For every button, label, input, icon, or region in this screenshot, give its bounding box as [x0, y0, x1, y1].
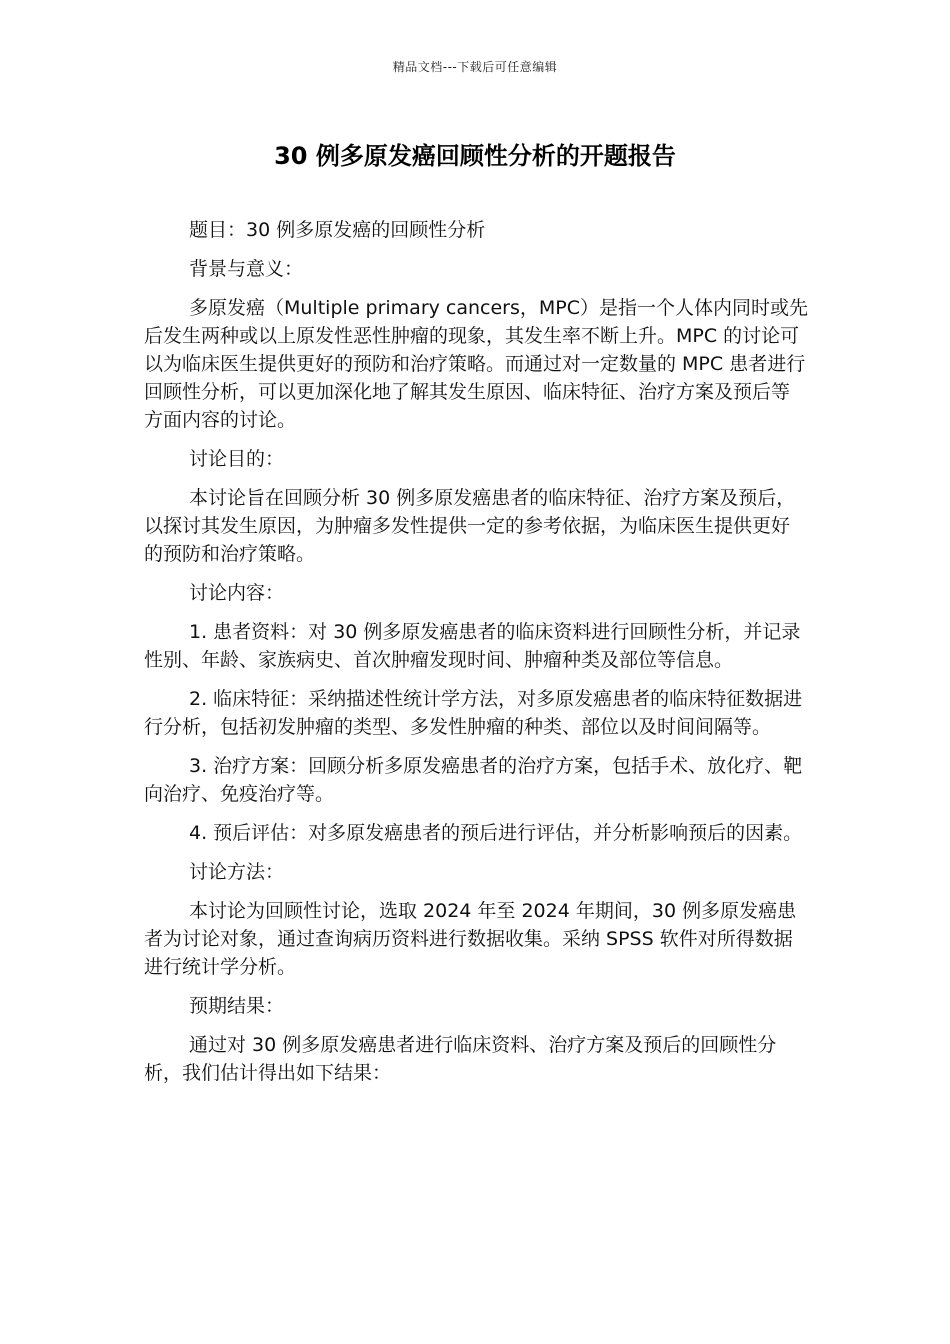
section-heading-content: 讨论内容： — [189, 582, 285, 604]
content-item-3: 3. 治疗方案：回顾分析多原发癌患者的治疗方案，包括手术、放化疗、靶向治疗、免疫治疗等。 — [144, 755, 803, 805]
content-item-2: 2. 临床特征：采纳描述性统计学方法，对多原发癌患者的临床特征数据进行分析，包括初发肿瘤的类型、多发性肿瘤的种类、部位以及时间间隔等。 — [144, 688, 803, 738]
expected-paragraph: 通过对 30 例多原发癌患者进行临床资料、治疗方案及预后的回顾性分析，我们估计得出如下结果： — [144, 1034, 777, 1084]
content-item-1: 1. 患者资料：对 30 例多原发癌患者的临床资料进行回顾性分析，并记录性别、年龄、家族病史、首次肿瘤发现时间、肿瘤种类及部位等信息。 — [144, 621, 801, 671]
section-heading-background: 背景与意义： — [189, 258, 304, 280]
background-paragraph: 多原发癌（Multiple primary cancers，MPC）是指一个人体内同时或先后发生两种或以上原发性恶性肿瘤的现象，其发生率不断上升。MPC 的讨论可以为临床医生提供更好的预防和治疗策略。而通过对一定数量的 MPC 患者进行回顾性分析，可以更加深化地了解其发生原因、临床特征、治疗方案及预后等方面内容的讨论。 — [144, 297, 809, 431]
section-heading-purpose: 讨论目的： — [189, 448, 285, 470]
document-body — [144, 216, 808, 1098]
document-title: 30 例多原发癌回顾性分析的开题报告 — [274, 142, 676, 170]
method-paragraph: 本讨论为回顾性讨论，选取 2024 年至 2024 年期间，30 例多原发癌患者为讨论对象，通过查询病历资料进行数据收集。采纳 SPSS 软件对所得数据进行统计学分析。 — [144, 900, 797, 978]
section-heading-expected: 预期结果： — [189, 995, 285, 1017]
header-watermark: 精品文档---下载后可任意编辑 — [392, 60, 558, 74]
topic-line: 题目：30 例多原发癌的回顾性分析 — [189, 219, 486, 241]
purpose-paragraph: 本讨论旨在回顾分析 30 例多原发癌患者的临床特征、治疗方案及预后，以探讨其发生原因，为肿瘤多发性提供一定的参考依据，为临床医生提供更好的预防和治疗策略。 — [144, 487, 796, 565]
section-heading-method: 讨论方法： — [189, 861, 285, 883]
content-item-4: 4. 预后评估：对多原发癌患者的预后进行评估，并分析影响预后的因素。 — [189, 822, 803, 844]
